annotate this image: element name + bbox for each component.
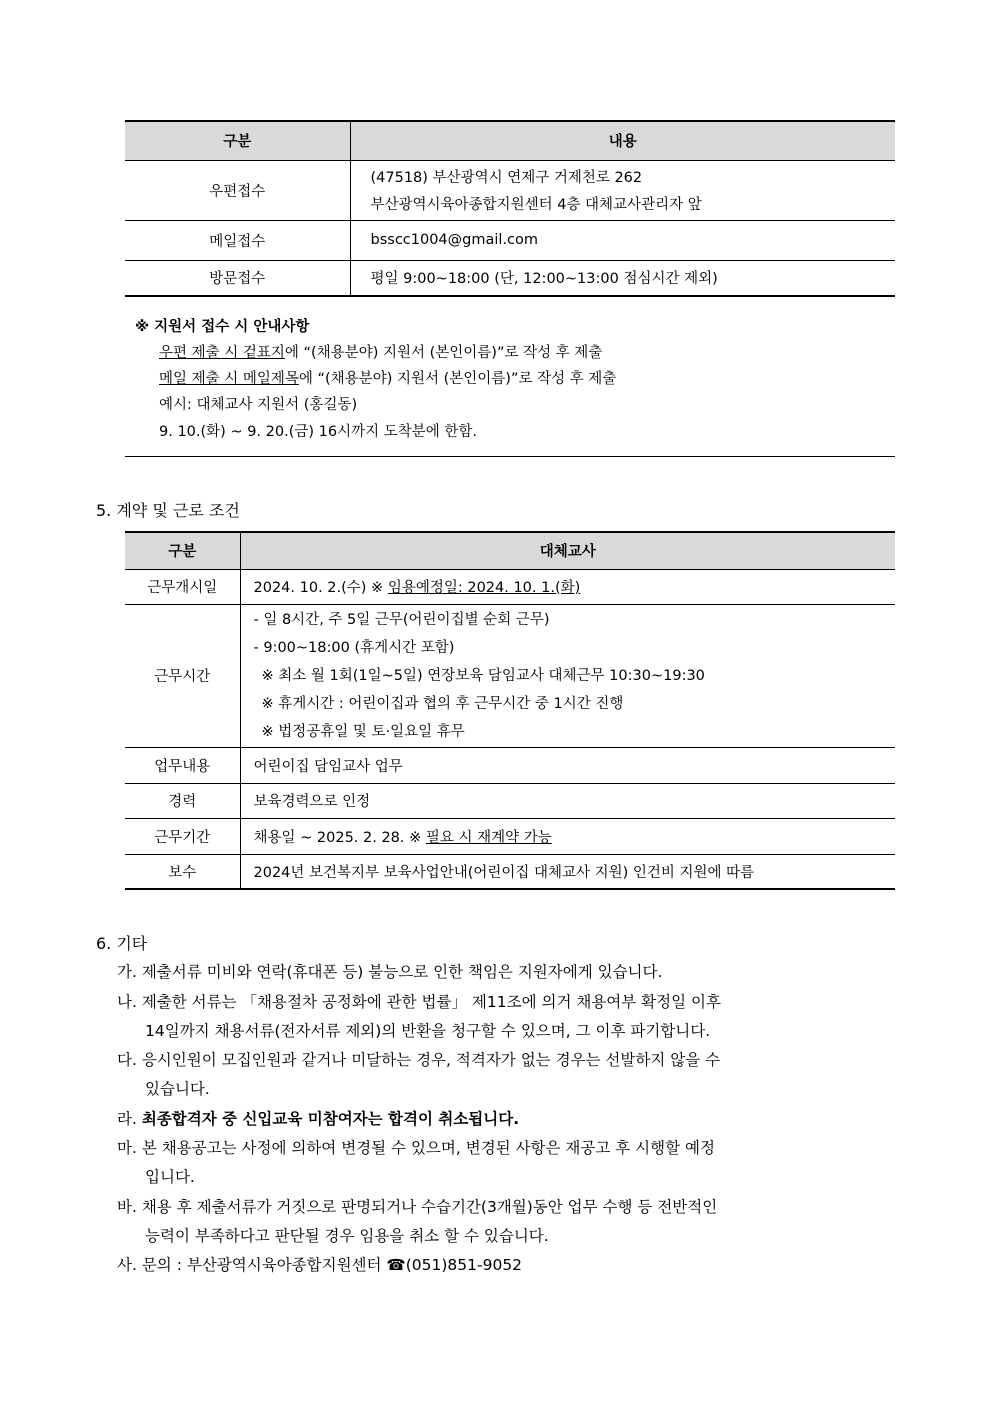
period-value: 채용일 ~ 2025. 2. 28. ※ 필요 시 재계약 가능 [240,818,895,854]
table-row [125,160,895,220]
row-label: 업무내용 [125,747,240,783]
list-item: 바. 채용 후 제출서류가 거짓으로 판명되거나 수습기간(3개월)동안 업무 수행 등 전반적인 [117,1198,718,1216]
list-item-contact: 사. 문의 : 부산광역시육아종합지원센터 ☎(051)851-9052 [117,1256,523,1274]
hours-note: ※ 최소 월 1회(1일~5일) 연장보육 담임교사 대체근무 10:30~19:30 [261,667,705,684]
list-item: 마. 본 채용공고는 사정에 의하여 변경될 수 있으며, 변경된 사항은 재공고 후 시행할 예정 [117,1139,715,1157]
notice-line-deadline: 9. 10.(화) ~ 9. 20.(금) 16시까지 도착분에 한함. [159,424,477,440]
pay-value: 2024년 보건복지부 보육사업안내(어린이집 대체교사 지원) 인건비 지원에 따름 [240,854,895,889]
list-item: 나. 제출한 서류는 「채용절차 공정화에 관한 법률」 제11조에 의거 채용여부 확정일 이후 [117,993,721,1011]
hours-note: ※ 휴게시간 : 어린이집과 협의 후 근무시간 중 1시간 진행 [261,695,624,712]
notice-line-mail: 메일 제출 시 메일제목에 “(채용분야) 지원서 (본인이름)”로 작성 후 제출 [159,371,617,387]
list-item-continuation: 14일까지 채용서류(전자서류 제외)의 반환을 청구할 수 있으며, 그 이후 파기합니다. [145,1022,711,1040]
start-date-value: 2024. 10. 2.(수) ※ 임용예정일: 2024. 10. 1.(화) [240,569,895,604]
visit-hours: 평일 9:00~18:00 (단, 12:00~13:00 점심시간 제외) [350,260,895,296]
duty-value: 어린이집 담임교사 업무 [240,747,895,783]
header-category: 구분 [125,532,240,569]
table-row [125,260,895,296]
notice-line-postal: 우편 제출 시 겉표지에 “(채용분야) 지원서 (본인이름)”로 작성 후 제출 [159,345,603,361]
table-row [125,818,895,854]
list-item-continuation: 있습니다. [145,1080,210,1098]
work-conditions-table [125,531,895,890]
table-row [125,604,895,747]
row-label: 방문접수 [125,260,350,296]
application-notice [125,312,895,457]
notice-line-example: 예시: 대체교사 지원서 (홍길동) [159,397,358,413]
hours-line: - 9:00~18:00 (휴게시간 포함) [253,639,455,656]
notice-title: ※ 지원서 접수 시 안내사항 [135,319,310,335]
row-label: 근무개시일 [125,569,240,604]
row-label: 경력 [125,783,240,818]
postal-address: (47518) 부산광역시 연제구 거제천로 262 [370,170,643,186]
postal-recipient: 부산광역시육아종합지원센터 4층 대체교사관리자 앞 [370,197,702,213]
section5-title: 5. 계약 및 근로 조건 [96,501,240,520]
email-address[interactable]: bsscc1004@gmail.com [350,220,895,260]
row-label: 근무시간 [125,604,240,747]
hours-note: ※ 법정공휴일 및 토·일요일 휴무 [261,723,465,740]
row-label: 우편접수 [125,160,350,220]
hours-line: - 일 8시간, 주 5일 근무(어린이집별 순회 근무) [253,611,550,628]
table-row [125,220,895,260]
table-row [125,569,895,604]
row-label: 보수 [125,854,240,889]
table-row [125,747,895,783]
row-label: 근무기간 [125,818,240,854]
list-item-continuation: 능력이 부족하다고 판단될 경우 임용을 취소 할 수 있습니다. [145,1227,549,1245]
header-substitute-teacher: 대체교사 [240,532,895,569]
list-item: 가. 제출서류 미비와 연락(휴대폰 등) 불능으로 인한 책임은 지원자에게 있습니다. [117,963,663,981]
table-row [125,783,895,818]
header-content: 내용 [350,121,895,160]
list-item: 라. 최종합격자 중 신입교육 미참여자는 합격이 취소됩니다. [117,1110,520,1128]
list-item: 다. 응시인원이 모집인원과 같거나 미달하는 경우, 적격자가 없는 경우는 선발하지 않을 수 [117,1051,721,1069]
application-method-table [125,120,895,297]
table-row [125,854,895,889]
list-item-continuation: 입니다. [145,1168,195,1186]
work-hours-value [240,604,895,747]
header-category: 구분 [125,121,350,160]
career-value: 보육경력으로 인정 [240,783,895,818]
row-label: 메일접수 [125,220,350,260]
section6-title: 6. 기타 [96,934,148,953]
